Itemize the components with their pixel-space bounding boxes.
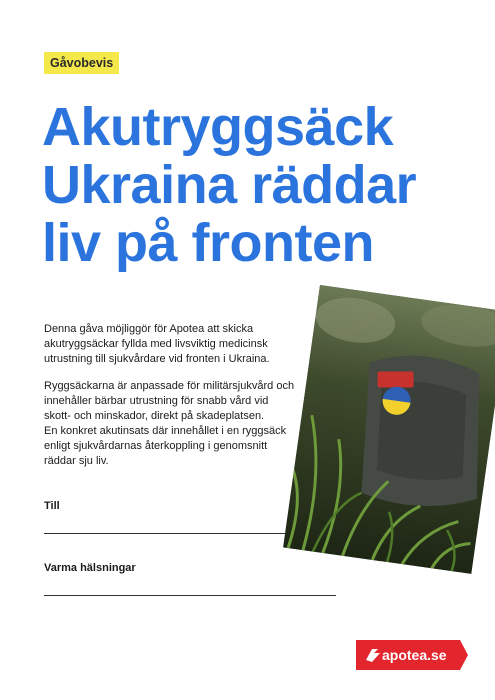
description-paragraph: [44, 322, 334, 367]
logo-text: apotea.se: [382, 647, 447, 663]
description: [44, 322, 334, 481]
greeting-label: Varma hälsningar: [44, 562, 136, 574]
backpack-photo: [283, 285, 495, 574]
to-label: Till: [44, 500, 60, 512]
headline-line: Ukraina räddar: [42, 155, 417, 215]
greeting-signature-line[interactable]: [44, 595, 336, 596]
backpack-photo-illustration: [283, 285, 495, 574]
apotea-logo[interactable]: [356, 640, 468, 670]
headline-line: Akutryggsäck: [42, 97, 394, 157]
headline: [42, 98, 462, 272]
text-line: Ryggsäckarna är anpassade för militärsjukvård och: [44, 380, 295, 392]
description-paragraph: [44, 379, 334, 469]
apotea-logo-mark: [356, 640, 468, 670]
text-line: utrustning till sjukvårdare vid fronten i Ukraina.: [44, 353, 270, 365]
text-line: akutryggsäckar fyllda med livsviktig medicinsk: [44, 338, 268, 350]
gift-certificate-badge: Gåvobevis: [44, 52, 119, 74]
text-line: En konkret akutinsats där innehållet i en ryggsäck: [44, 425, 287, 437]
headline-line: liv på fronten: [42, 213, 375, 273]
text-line: skott- och minskador, direkt på skadeplatsen.: [44, 410, 265, 422]
text-line: räddar sju liv.: [44, 455, 109, 467]
text-line: innehåller bärbar utrustning för snabb vård vid: [44, 395, 269, 407]
text-line: Denna gåva möjliggör för Apotea att skicka: [44, 323, 254, 335]
text-line: enligt sjukvårdarnas återkoppling i genomsnitt: [44, 440, 268, 452]
